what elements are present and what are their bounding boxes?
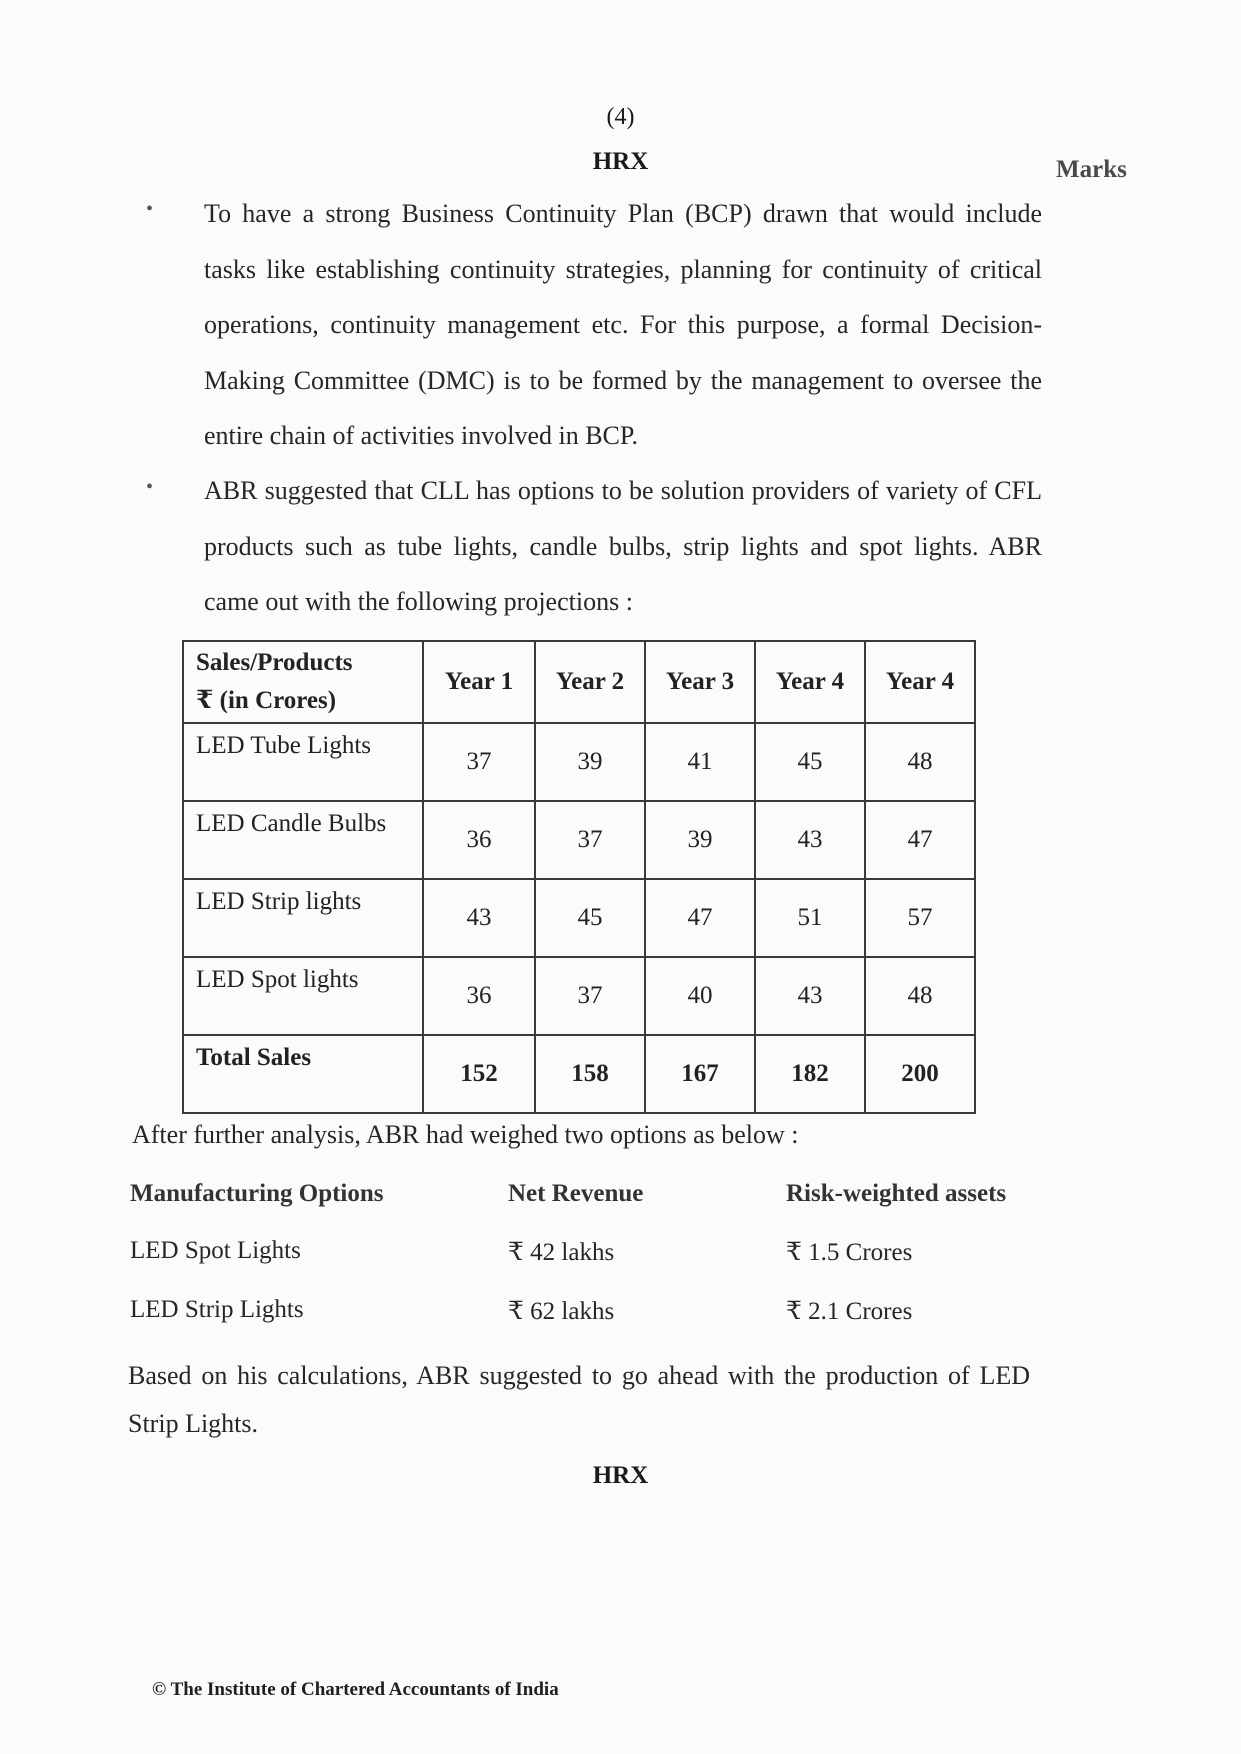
- row-label: LED Tube Lights: [183, 723, 423, 801]
- table-cell: 37: [535, 957, 645, 1035]
- table-row: [183, 723, 975, 801]
- year-header: Year 2: [535, 641, 645, 723]
- table-cell: 57: [865, 879, 975, 957]
- row-label: LED Candle Bulbs: [183, 801, 423, 879]
- header-manufacturing-options: Manufacturing Options: [130, 1180, 384, 1207]
- marks-label: Marks: [1056, 156, 1127, 183]
- table-cell: 43: [423, 879, 535, 957]
- total-cell: 158: [535, 1035, 645, 1113]
- table-cell: 43: [755, 957, 865, 1035]
- option-name: LED Strip Lights: [130, 1296, 304, 1323]
- table-cell: 36: [423, 957, 535, 1035]
- table-cell: 51: [755, 879, 865, 957]
- year-header: Year 1: [423, 641, 535, 723]
- total-row: [183, 1035, 975, 1113]
- table-row: [183, 957, 975, 1035]
- bullet-paragraph-projections: ABR suggested that CLL has options to be solution providers of variety of CFL products such as tube lights, candle bulbs, strip lights and spot lights. ABR came out with the following projections :: [204, 476, 1042, 616]
- option-name: LED Spot Lights: [130, 1237, 301, 1264]
- table-cell: 39: [645, 801, 755, 879]
- footer-code: HRX: [592, 1462, 649, 1489]
- table-cell: 37: [423, 723, 535, 801]
- copyright-notice: © The Institute of Chartered Accountants of India: [152, 1679, 559, 1700]
- bullet-marker-1: •: [146, 198, 154, 220]
- table-cell: 45: [755, 723, 865, 801]
- analysis-intro: After further analysis, ABR had weighed two options as below :: [132, 1120, 799, 1149]
- table-cell: 48: [865, 723, 975, 801]
- table-cell: 45: [535, 879, 645, 957]
- year-header: Year 4: [865, 641, 975, 723]
- total-cell: 200: [865, 1035, 975, 1113]
- header-net-revenue: Net Revenue: [508, 1180, 644, 1207]
- table-cell: 37: [535, 801, 645, 879]
- year-header: Year 3: [645, 641, 755, 723]
- table-cell: 41: [645, 723, 755, 801]
- table-row: [183, 879, 975, 957]
- year-header: Year 4: [755, 641, 865, 723]
- table-cell: 39: [535, 723, 645, 801]
- bullet-paragraph-bcp: To have a strong Business Continuity Plan (BCP) drawn that would include tasks like establishing continuity strategies, planning for continuity of critical operations, continuity management etc. For this purpose, a formal Decision-Making Committee (DMC) is to be formed by the management to oversee the entire chain of activities involved in BCP.: [204, 199, 1042, 450]
- table-cell: 40: [645, 957, 755, 1035]
- header-currency-unit: ₹ (in Crores): [196, 687, 337, 714]
- projections-table: [182, 640, 976, 1114]
- bullet-marker-2: •: [146, 476, 154, 498]
- table-row: [183, 801, 975, 879]
- option-risk-weighted-assets: ₹ 2.1 Crores: [786, 1298, 913, 1325]
- page-number: (4): [606, 104, 635, 130]
- table-corner-header: [183, 641, 423, 723]
- table-cell: 36: [423, 801, 535, 879]
- total-cell: 167: [645, 1035, 755, 1113]
- table-cell: 43: [755, 801, 865, 879]
- table-header-row: [183, 641, 975, 723]
- row-label: LED Strip lights: [183, 879, 423, 957]
- row-label: LED Spot lights: [183, 957, 423, 1035]
- header-sales-products: Sales/Products: [196, 649, 353, 676]
- table-cell: 48: [865, 957, 975, 1035]
- table-cell: 47: [645, 879, 755, 957]
- total-cell: 152: [423, 1035, 535, 1113]
- total-cell: 182: [755, 1035, 865, 1113]
- header-code: HRX: [592, 148, 649, 175]
- option-net-revenue: ₹ 62 lakhs: [508, 1298, 615, 1325]
- analysis-conclusion: Based on his calculations, ABR suggested to go ahead with the production of LED Strip Lights.: [128, 1361, 1030, 1438]
- header-risk-weighted-assets: Risk-weighted assets: [786, 1180, 1007, 1207]
- table-cell: 47: [865, 801, 975, 879]
- option-net-revenue: ₹ 42 lakhs: [508, 1239, 615, 1266]
- option-risk-weighted-assets: ₹ 1.5 Crores: [786, 1239, 913, 1266]
- total-label: Total Sales: [183, 1035, 423, 1113]
